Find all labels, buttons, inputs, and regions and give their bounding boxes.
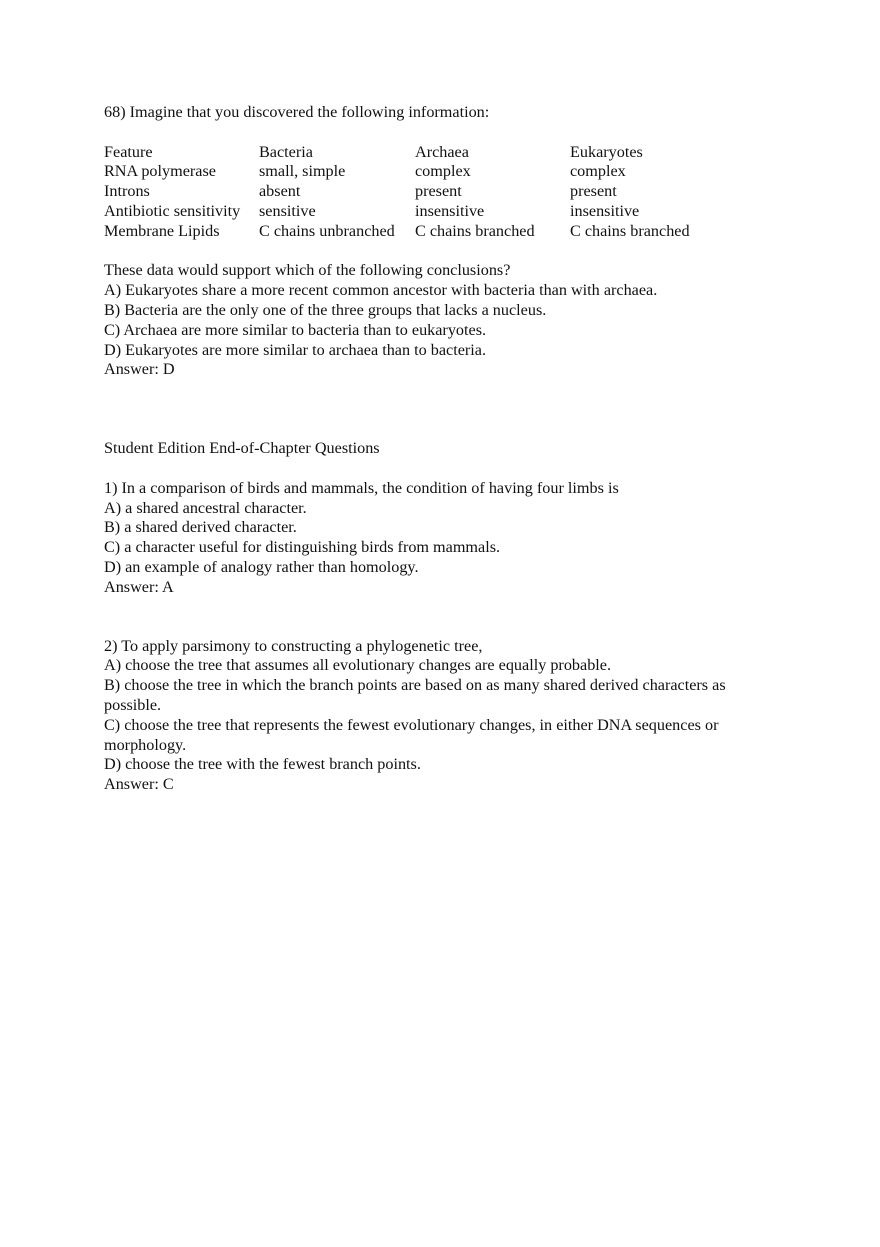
question-1-stem: 1) In a comparison of birds and mammals, the condition of having four limbs is: [104, 478, 619, 497]
table-header-cell: Bacteria: [259, 142, 313, 161]
table-cell: C chains branched: [570, 221, 690, 240]
table-cell: present: [570, 182, 617, 201]
answer-option: B) Bacteria are the only one of the three groups that lacks a nucleus.: [104, 300, 547, 319]
table-cell: complex: [570, 162, 626, 181]
answer-option: D) choose the tree with the fewest branch points.: [104, 755, 421, 774]
question-2-stem: 2) To apply parsimony to constructing a phylogenetic tree,: [104, 636, 483, 655]
answer-key: Answer: C: [104, 775, 174, 794]
table-cell: RNA polymerase: [104, 162, 216, 181]
page-content: [104, 103, 804, 795]
answer-option: C) Archaea are more similar to bacteria than to eukaryotes.: [104, 320, 487, 339]
section-title: Student Edition End-of-Chapter Questions: [104, 439, 380, 458]
answer-option: A) Eukaryotes share a more recent common ancestor with bacteria than with archaea.: [104, 281, 658, 300]
answer-option: A) choose the tree that assumes all evolutionary changes are equally probable.: [104, 656, 612, 675]
table-cell: present: [415, 182, 462, 201]
answer-option: C) choose the tree that represents the fewest evolutionary changes, in either DNA sequences or morphology.: [104, 715, 719, 754]
question-68-stem: 68) Imagine that you discovered the following information:: [104, 103, 490, 121]
table-cell: C chains unbranched: [259, 221, 395, 240]
answer-key: Answer: A: [104, 577, 174, 596]
table-row: [104, 202, 690, 222]
table-header-cell: Eukaryotes: [570, 142, 643, 161]
table-cell: insensitive: [415, 201, 485, 220]
table-cell: sensitive: [259, 201, 316, 220]
answer-option: C) a character useful for distinguishing birds from mammals.: [104, 538, 501, 557]
answer-key: Answer: D: [104, 360, 175, 379]
table-cell: Membrane Lipids: [104, 221, 220, 240]
table-cell: insensitive: [570, 201, 640, 220]
table-header-cell: Archaea: [415, 142, 469, 161]
table-cell: Antibiotic sensitivity: [104, 201, 241, 220]
table-cell: complex: [415, 162, 471, 181]
table-row: [104, 222, 690, 242]
answer-option: D) Eukaryotes are more similar to archaea than to bacteria.: [104, 340, 487, 359]
table-cell: small, simple: [259, 162, 346, 181]
answer-option: D) an example of analogy rather than homology.: [104, 557, 419, 576]
table-cell: C chains branched: [415, 221, 535, 240]
table-cell: absent: [259, 182, 301, 201]
answer-option: B) choose the tree in which the branch points are based on as many shared derived characters as possible.: [104, 676, 726, 714]
question-68-prompt: These data would support which of the following conclusions?: [104, 261, 511, 280]
table-row: [104, 182, 690, 202]
feature-comparison-table: [104, 143, 690, 242]
answer-option: A) a shared ancestral character.: [104, 498, 307, 517]
table-header-cell: Feature: [104, 142, 153, 161]
table-cell: Introns: [104, 182, 150, 201]
answer-option: B) a shared derived character.: [104, 518, 297, 537]
table-row: [104, 162, 690, 182]
table-header-row: [104, 143, 690, 163]
